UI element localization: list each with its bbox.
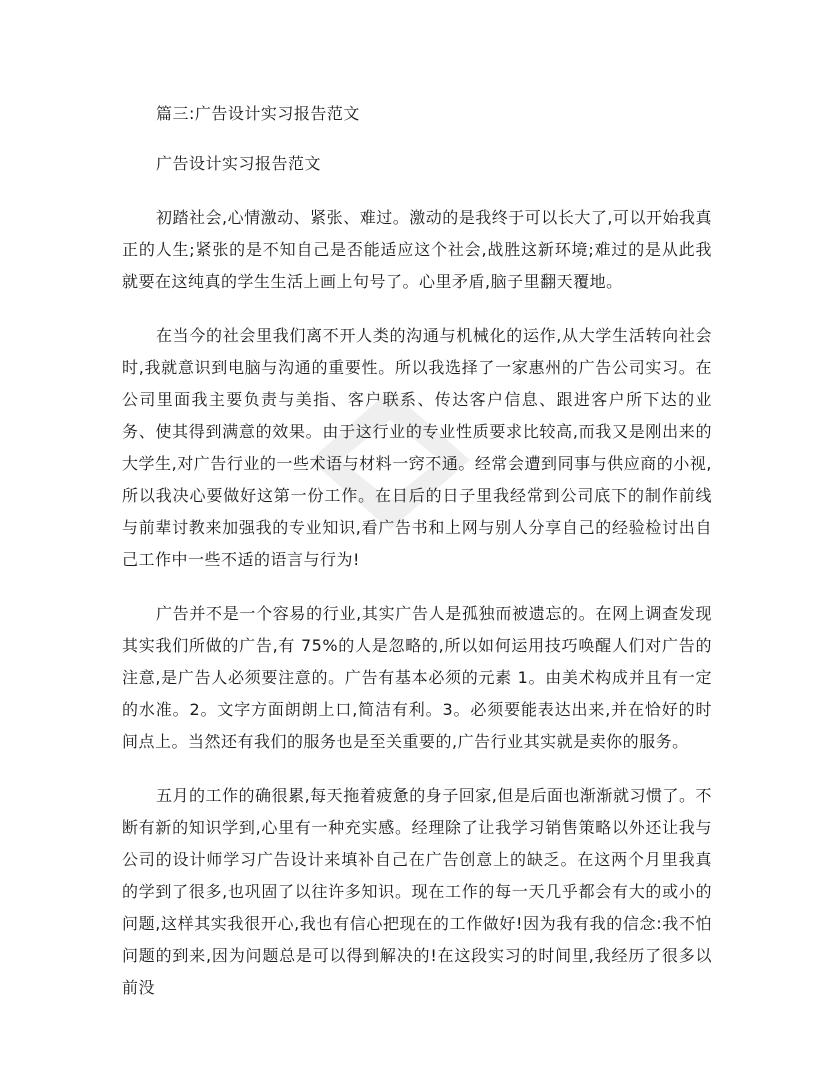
document-heading: 篇三:广告设计实习报告范文: [156, 104, 360, 123]
document-subheading: 广告设计实习报告范文: [156, 154, 322, 173]
paragraph: 五月的工作的确很累,每天拖着疲惫的身子回家,但是后面也渐渐就习惯了。不断有新的知识学到,心里有一种充实感。经理除了让我学习销售策略以外还让我与公司的设计师学习广告设计来填补自己在广告创意上的缺乏。在这两个月里我真的学到了很多,也巩固了以往许多知识。现在工作的每一天几乎都会有大的或小的问题,这样其实我很开心,我也有信心把现在的工作做好!因为我有我的信念:我不怕问题的到来,因为问题总是可以得到解决的!在这段实习的时间里,我经历了很多以前没: [122, 786, 712, 997]
paragraph: 广告并不是一个容易的行业,其实广告人是孤独而被遗忘的。在网上调查发现其实我们所做的广告,有 75%的人是忽略的,所以如何运用技巧唤醒人们对广告的注意,是广告人必须要注意的。广告有基本必须的元素 1。由美术构成并且有一定的水准。2。文字方面朗朗上口,简洁有利。3。必须要能表达出来,并在恰好的时间点上。当然还有我们的服务也是至关重要的,广告行业其实就是卖你的服务。: [122, 604, 712, 751]
paragraph: 初踏社会,心情激动、紧张、难过。激动的是我终于可以长大了,可以开始我真正的人生;紧张的是不知自己是否能适应这个社会,战胜这新环境;难过的是从此我就要在这纯真的学生生活上画上句号了。心里矛盾,脑子里翻天覆地。: [122, 208, 712, 291]
document-body: [122, 98, 712, 1004]
paragraph: 在当今的社会里我们离不开人类的沟通与机械化的运作,从大学生活转向社会时,我就意识到电脑与沟通的重要性。所以我选择了一家惠州的广告公司实习。在公司里面我主要负责与美指、客户联系、传达客户信息、跟进客户所下达的业务、使其得到满意的效果。由于这行业的专业性质要求比较高,而我又是刚出来的大学生,对广告行业的一些术语与材料一窍不通。经常会遭到同事与供应商的小视,所以我决心要做好这第一份工作。在日后的日子里我经常到公司底下的制作前线与前辈讨教来加强我的专业知识,看广告书和上网与别人分享自己的经验检讨出自己工作中一些不适的语言与行为!: [122, 326, 712, 569]
